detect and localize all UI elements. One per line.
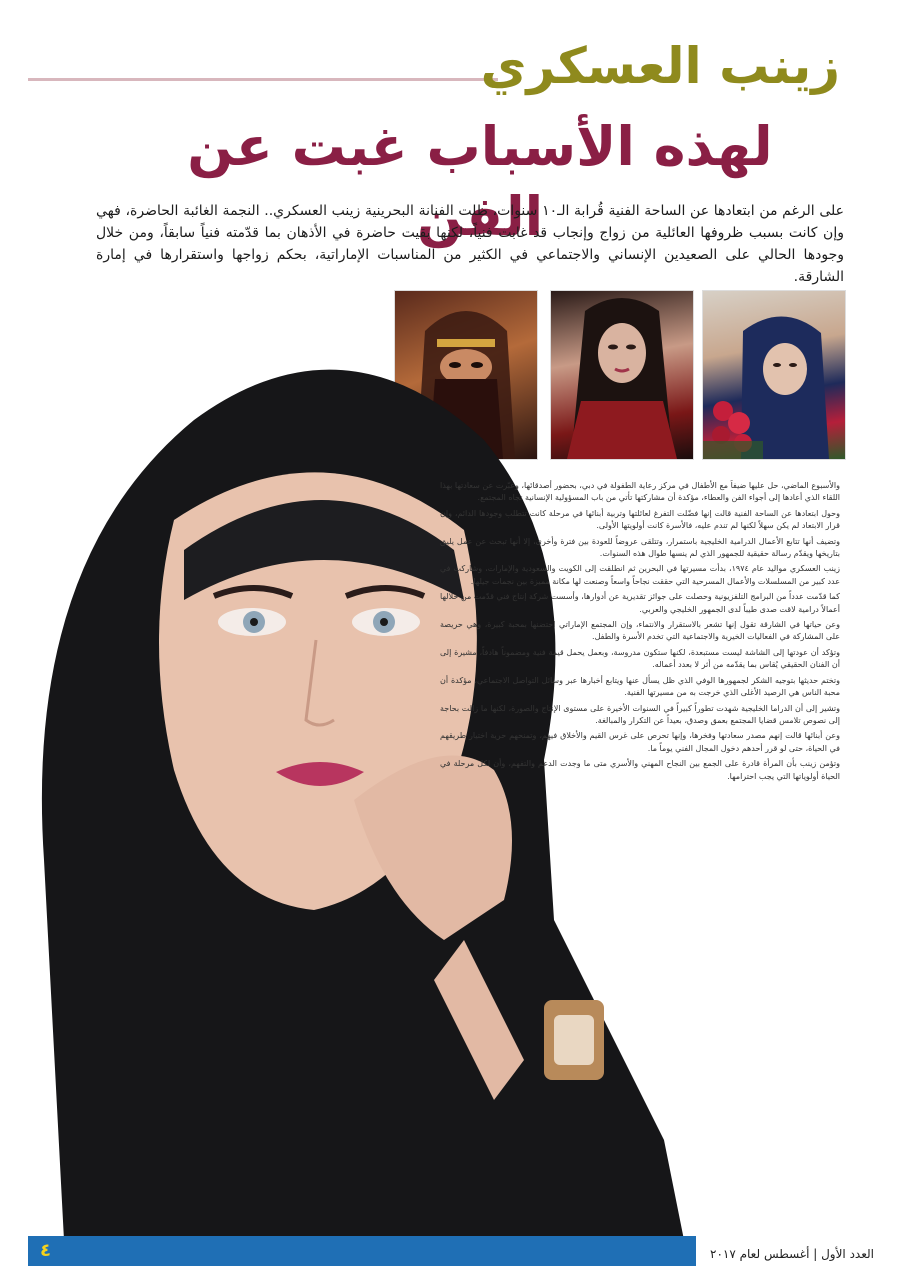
- article-body: [440, 480, 840, 1220]
- footer-bar: [28, 1236, 696, 1266]
- body-paragraph: وعن أبنائها قالت إنهم مصدر سعادتها وفخرها، وإنها تحرص على غرس القيم والأخلاق فيهم، وتمنحهم حرية اختيار طريقهم في الحياة، حتى لو قرر أحدهم دخول المجال الفني يوماً ما.: [440, 731, 840, 753]
- body-paragraph: وتشير إلى أن الدراما الخليجية شهدت تطوراً كبيراً في السنوات الأخيرة على مستوى الإنتاج والصورة، لكنها ما زالت بحاجة إلى نصوص تلامس قضايا المجتمع بعمق وصدق، بعيداً عن التكرار والمبالغة.: [440, 703, 840, 725]
- body-paragraph: زينب العسكري مواليد عام ١٩٧٤، بدأت مسيرتها في البحرين ثم انطلقت إلى الكويت والسعودية والإمارات، وشاركت في عدد كبير من المسلسلات والأعمال المسرحية التي حققت نجاحاً واسعاً وصنعت لها مكانة مميزة بين نجمات جيلها.: [440, 564, 840, 586]
- body-paragraph: وتختم حديثها بتوجيه الشكر لجمهورها الوفي الذي ظل يسأل عنها ويتابع أخبارها عبر وسائل التواصل الاجتماعي، مؤكدة أن محبة الناس هي الرصيد الأغلى الذي خرجت به من مسيرتها الفنية.: [440, 675, 840, 698]
- body-paragraph: وحول ابتعادها عن الساحة الفنية قالت إنها فضّلت التفرغ لعائلتها وتربية أبنائها في مرحلة كانت تتطلب وجودها الدائم، وإن قرار الابتعاد لم يكن سهلاً لكنها لم تندم عليه، فالأسرة كانت أولويتها الأولى.: [440, 508, 840, 531]
- photo-flowers: [702, 290, 846, 460]
- body-paragraph: وتضيف أنها تتابع الأعمال الدرامية الخليجية باستمرار، وتتلقى عروضاً للعودة بين فترة وأخرى، إلا أنها تبحث عن عمل يليق بتاريخها ويقدّم رسالة حقيقية للجمهور الذي لم ينسها طوال هذه السنوات.: [440, 536, 840, 559]
- body-paragraph: والأسبوع الماضي، حل عليها ضيفاً مع الأطفال في مركز رعاية الطفولة في دبي، بحضور أصدقائها، وعبّرت عن سعادتها بهذا اللقاء الذي أعادها إلى أجواء الفن والعطاء، مؤكدة أن مشاركتها تأتي من باب المسؤولية الإنسانية تجاه المجتمع.: [440, 481, 840, 503]
- body-paragraph: وعن حياتها في الشارقة تقول إنها تشعر بالاستقرار والانتماء، وإن المجتمع الإماراتي احتضنها بمحبة كبيرة، وهي حريصة على المشاركة في الفعاليات الخيرية والاجتماعية التي تخدم الأسرة والطفل.: [440, 620, 840, 642]
- article-intro: على الرغم من ابتعادها عن الساحة الفنية قُرابة الـ١٠ سنوات، ظلت الفنانة البحرينية زينب العسكري.. النجمة الغائبة الحاضرة، فهي وإن كانت بسبب ظروفها العائلية من زواج وإنجاب قد غابت فنياً، لكنها بقيت حاضرة في الأذهان بما قدّمته فنياً سابقاً، ومن خلال وجودها الحالي على الصعيدين الإنساني والاجتماعي في الكثير من المناسبات الإماراتية، بحكم زواجها واستقرارها في إمارة الشارقة.: [96, 203, 845, 285]
- artist-name-title: زينب العسكري: [480, 37, 840, 95]
- issue-line: العدد الأول | أغسطس لعام ٢٠١٧: [710, 1247, 874, 1261]
- page-number: ٤: [40, 1240, 51, 1261]
- body-paragraph: وتؤكد أن عودتها إلى الشاشة ليست مستبعدة، لكنها ستكون مدروسة، وبعمل يحمل قيمة فنية ومضموناً هادفاً، مشيرة إلى أن الفنان الحقيقي يُقاس بما يقدّمه من أثر لا بعدد أعماله.: [440, 647, 840, 670]
- article-headline: لهذه الأسباب غبت عن الفن: [187, 115, 773, 248]
- body-paragraph: وتؤمن زينب بأن المرأة قادرة على الجمع بين النجاح المهني والأسري متى ما وجدت الدعم والتفهم، وأن لكل مرحلة في الحياة أولوياتها التي يجب احترامها.: [440, 759, 840, 781]
- header-rule: [28, 78, 498, 81]
- body-paragraph: كما قدّمت عدداً من البرامج التلفزيونية وحصلت على جوائز تقديرية عن أدوارها، وأسست شركة إنتاج فني قدّمت من خلالها أعمالاً درامية لاقت صدى طيباً لدى الجمهور الخليجي والعربي.: [440, 592, 840, 614]
